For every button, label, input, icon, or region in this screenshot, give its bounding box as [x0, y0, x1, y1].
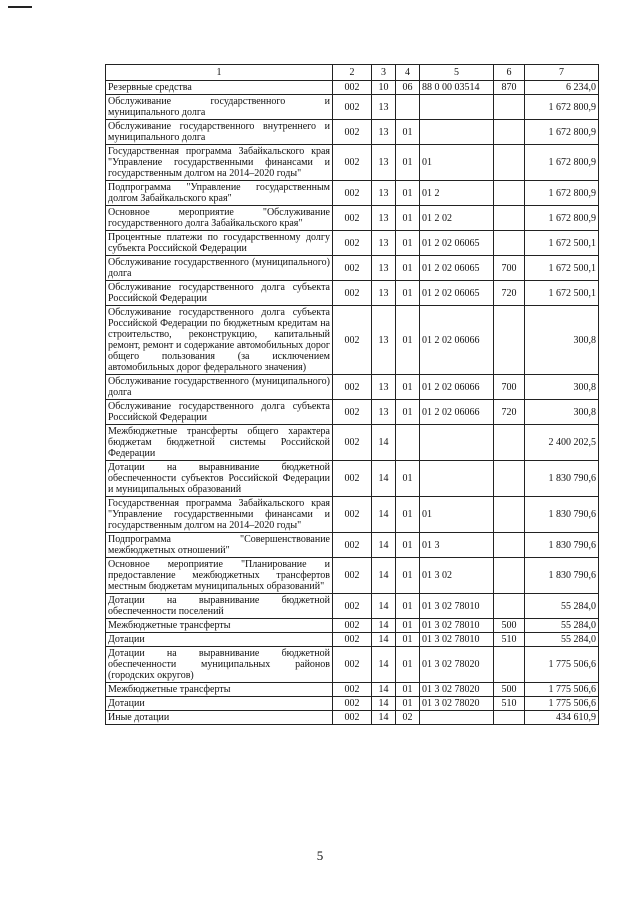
- target-article-cell: [420, 711, 494, 725]
- table-row: [106, 181, 599, 206]
- ministry-code-cell: 002: [333, 683, 372, 697]
- expense-type-cell: [494, 461, 525, 497]
- amount-cell: 1 672 500,1: [525, 231, 599, 256]
- row-name-cell: Процентные платежи по государственному долгу субъекта Российской Федерации: [106, 231, 333, 256]
- table-row: [106, 120, 599, 145]
- section-code-cell: 13: [372, 306, 396, 375]
- ministry-code-cell: 002: [333, 81, 372, 95]
- ministry-code-cell: 002: [333, 95, 372, 120]
- subsection-code-cell: 06: [396, 81, 420, 95]
- ministry-code-cell: 002: [333, 594, 372, 619]
- ministry-code-cell: 002: [333, 256, 372, 281]
- row-name-cell: Дотации: [106, 697, 333, 711]
- ministry-code-cell: 002: [333, 400, 372, 425]
- section-code-cell: 14: [372, 533, 396, 558]
- section-code-cell: 14: [372, 461, 396, 497]
- row-name-cell: Дотации: [106, 633, 333, 647]
- row-name-cell: Обслуживание государственного (муниципального) долга: [106, 256, 333, 281]
- ministry-code-cell: 002: [333, 375, 372, 400]
- subsection-code-cell: 01: [396, 697, 420, 711]
- table-row: [106, 683, 599, 697]
- row-name-cell: Дотации на выравнивание бюджетной обеспеченности поселений: [106, 594, 333, 619]
- header-cell: 2: [333, 65, 372, 81]
- subsection-code-cell: 01: [396, 120, 420, 145]
- section-code-cell: 14: [372, 558, 396, 594]
- amount-cell: 55 284,0: [525, 594, 599, 619]
- target-article-cell: 01 3: [420, 533, 494, 558]
- ministry-code-cell: 002: [333, 181, 372, 206]
- expense-type-cell: [494, 120, 525, 145]
- subsection-code-cell: 01: [396, 619, 420, 633]
- ministry-code-cell: 002: [333, 558, 372, 594]
- section-code-cell: 14: [372, 697, 396, 711]
- ministry-code-cell: 002: [333, 533, 372, 558]
- subsection-code-cell: [396, 425, 420, 461]
- table-row: [106, 231, 599, 256]
- section-code-cell: 14: [372, 633, 396, 647]
- amount-cell: 6 234,0: [525, 81, 599, 95]
- ministry-code-cell: 002: [333, 619, 372, 633]
- row-name-cell: Обслуживание государственного долга субъекта Российской Федерации: [106, 400, 333, 425]
- section-code-cell: 13: [372, 400, 396, 425]
- section-code-cell: 13: [372, 281, 396, 306]
- target-article-cell: [420, 425, 494, 461]
- amount-cell: 1 672 800,9: [525, 181, 599, 206]
- target-article-cell: 01: [420, 145, 494, 181]
- row-name-cell: Обслуживание государственного долга субъекта Российской Федерации: [106, 281, 333, 306]
- section-code-cell: 14: [372, 619, 396, 633]
- ministry-code-cell: 002: [333, 711, 372, 725]
- expense-type-cell: [494, 306, 525, 375]
- target-article-cell: 01 2 02: [420, 206, 494, 231]
- budget-table: [105, 64, 599, 725]
- expense-type-cell: 500: [494, 683, 525, 697]
- subsection-code-cell: 01: [396, 256, 420, 281]
- expense-type-cell: [494, 711, 525, 725]
- expense-type-cell: 870: [494, 81, 525, 95]
- subsection-code-cell: 02: [396, 711, 420, 725]
- subsection-code-cell: 01: [396, 683, 420, 697]
- expense-type-cell: [494, 425, 525, 461]
- table-row: [106, 461, 599, 497]
- ministry-code-cell: 002: [333, 281, 372, 306]
- subsection-code-cell: 01: [396, 400, 420, 425]
- amount-cell: 1 830 790,6: [525, 558, 599, 594]
- section-code-cell: 14: [372, 497, 396, 533]
- table-row: [106, 425, 599, 461]
- expense-type-cell: 720: [494, 281, 525, 306]
- section-code-cell: 13: [372, 120, 396, 145]
- target-article-cell: 01 2 02 06066: [420, 400, 494, 425]
- target-article-cell: 01 2 02 06065: [420, 231, 494, 256]
- row-name-cell: Дотации на выравнивание бюджетной обеспеченности муниципальных районов (городских округов): [106, 647, 333, 683]
- amount-cell: 55 284,0: [525, 633, 599, 647]
- amount-cell: 1 830 790,6: [525, 461, 599, 497]
- amount-cell: 300,8: [525, 375, 599, 400]
- row-name-cell: Подпрограмма "Управление государственным долгом Забайкальского края": [106, 181, 333, 206]
- subsection-code-cell: 01: [396, 461, 420, 497]
- target-article-cell: 01 3 02 78010: [420, 594, 494, 619]
- header-row: [106, 65, 599, 81]
- section-code-cell: 13: [372, 181, 396, 206]
- corner-mark: [8, 6, 32, 8]
- row-name-cell: Государственная программа Забайкальского края "Управление государственными финансами и государственным долгом на 2014–2020 годы": [106, 145, 333, 181]
- table-row: [106, 647, 599, 683]
- subsection-code-cell: 01: [396, 375, 420, 400]
- row-name-cell: Обслуживание государственного долга субъекта Российской Федерации по бюджетным кредитам на строительство, реконструкцию, капитальный ремонт, ремонт и содержание автомобильных дорог общего пользования (за исключением автомобильных дорог федерального значения): [106, 306, 333, 375]
- table-row: [106, 558, 599, 594]
- subsection-code-cell: 01: [396, 181, 420, 206]
- section-code-cell: 13: [372, 95, 396, 120]
- row-name-cell: Основное мероприятие "Обслуживание государственного долга Забайкальского края": [106, 206, 333, 231]
- table-row: [106, 633, 599, 647]
- target-article-cell: [420, 461, 494, 497]
- table-row: [106, 81, 599, 95]
- subsection-code-cell: 01: [396, 206, 420, 231]
- table-row: [106, 497, 599, 533]
- header-cell: 4: [396, 65, 420, 81]
- row-name-cell: Межбюджетные трансферты общего характера бюджетам бюджетной системы Российской Федерации: [106, 425, 333, 461]
- header-cell: 5: [420, 65, 494, 81]
- ministry-code-cell: 002: [333, 497, 372, 533]
- target-article-cell: 88 0 00 03514: [420, 81, 494, 95]
- subsection-code-cell: [396, 95, 420, 120]
- ministry-code-cell: 002: [333, 120, 372, 145]
- amount-cell: 55 284,0: [525, 619, 599, 633]
- section-code-cell: 13: [372, 375, 396, 400]
- row-name-cell: Обслуживание государственного внутреннего и муниципального долга: [106, 120, 333, 145]
- page-number: 5: [316, 848, 324, 863]
- table-row: [106, 619, 599, 633]
- amount-cell: 1 775 506,6: [525, 697, 599, 711]
- ministry-code-cell: 002: [333, 306, 372, 375]
- subsection-code-cell: 01: [396, 497, 420, 533]
- expense-type-cell: 510: [494, 697, 525, 711]
- ministry-code-cell: 002: [333, 145, 372, 181]
- subsection-code-cell: 01: [396, 633, 420, 647]
- section-code-cell: 10: [372, 81, 396, 95]
- row-name-cell: Иные дотации: [106, 711, 333, 725]
- table-row: [106, 306, 599, 375]
- section-code-cell: 13: [372, 231, 396, 256]
- target-article-cell: 01 3 02 78010: [420, 619, 494, 633]
- header-cell: 3: [372, 65, 396, 81]
- amount-cell: 1 672 500,1: [525, 281, 599, 306]
- subsection-code-cell: 01: [396, 558, 420, 594]
- amount-cell: 1 830 790,6: [525, 497, 599, 533]
- row-name-cell: Обслуживание государственного и муниципального долга: [106, 95, 333, 120]
- amount-cell: 1 672 500,1: [525, 256, 599, 281]
- table-row: [106, 400, 599, 425]
- subsection-code-cell: 01: [396, 281, 420, 306]
- section-code-cell: 14: [372, 647, 396, 683]
- target-article-cell: [420, 95, 494, 120]
- target-article-cell: 01 2 02 06065: [420, 256, 494, 281]
- expense-type-cell: [494, 497, 525, 533]
- expense-type-cell: [494, 145, 525, 181]
- expense-type-cell: 500: [494, 619, 525, 633]
- section-code-cell: 14: [372, 711, 396, 725]
- subsection-code-cell: 01: [396, 647, 420, 683]
- table-row: [106, 711, 599, 725]
- amount-cell: 1 775 506,6: [525, 647, 599, 683]
- target-article-cell: 01 3 02 78010: [420, 633, 494, 647]
- expense-type-cell: [494, 95, 525, 120]
- expense-type-cell: [494, 533, 525, 558]
- header-cell: 1: [106, 65, 333, 81]
- row-name-cell: Дотации на выравнивание бюджетной обеспеченности субъектов Российской Федерации и муниципальных образований: [106, 461, 333, 497]
- amount-cell: 300,8: [525, 400, 599, 425]
- ministry-code-cell: 002: [333, 697, 372, 711]
- table-row: [106, 206, 599, 231]
- section-code-cell: 14: [372, 594, 396, 619]
- expense-type-cell: 510: [494, 633, 525, 647]
- expense-type-cell: 700: [494, 256, 525, 281]
- amount-cell: 1 672 800,9: [525, 145, 599, 181]
- header-cell: 7: [525, 65, 599, 81]
- row-name-cell: Государственная программа Забайкальского края "Управление государственными финансами и государственным долгом на 2014–2020 годы": [106, 497, 333, 533]
- amount-cell: 2 400 202,5: [525, 425, 599, 461]
- amount-cell: 1 672 800,9: [525, 120, 599, 145]
- section-code-cell: 14: [372, 425, 396, 461]
- subsection-code-cell: 01: [396, 533, 420, 558]
- expense-type-cell: [494, 231, 525, 256]
- ministry-code-cell: 002: [333, 633, 372, 647]
- table-row: [106, 256, 599, 281]
- target-article-cell: 01 3 02: [420, 558, 494, 594]
- expense-type-cell: 720: [494, 400, 525, 425]
- row-name-cell: Подпрограмма "Совершенствование межбюджетных отношений": [106, 533, 333, 558]
- expense-type-cell: [494, 594, 525, 619]
- row-name-cell: Основное мероприятие "Планирование и предоставление межбюджетных трансфертов местным бюджетам муниципальных образований": [106, 558, 333, 594]
- target-article-cell: 01 3 02 78020: [420, 647, 494, 683]
- ministry-code-cell: 002: [333, 206, 372, 231]
- row-name-cell: Резервные средства: [106, 81, 333, 95]
- target-article-cell: 01 2: [420, 181, 494, 206]
- section-code-cell: 13: [372, 206, 396, 231]
- target-article-cell: 01 2 02 06066: [420, 375, 494, 400]
- header-cell: 6: [494, 65, 525, 81]
- subsection-code-cell: 01: [396, 306, 420, 375]
- amount-cell: 1 672 800,9: [525, 206, 599, 231]
- section-code-cell: 13: [372, 145, 396, 181]
- ministry-code-cell: 002: [333, 425, 372, 461]
- ministry-code-cell: 002: [333, 461, 372, 497]
- amount-cell: 1 830 790,6: [525, 533, 599, 558]
- target-article-cell: [420, 120, 494, 145]
- table-row: [106, 95, 599, 120]
- amount-cell: 1 672 800,9: [525, 95, 599, 120]
- ministry-code-cell: 002: [333, 647, 372, 683]
- table-row: [106, 375, 599, 400]
- amount-cell: 300,8: [525, 306, 599, 375]
- subsection-code-cell: 01: [396, 594, 420, 619]
- target-article-cell: 01 3 02 78020: [420, 683, 494, 697]
- expense-type-cell: [494, 206, 525, 231]
- row-name-cell: Межбюджетные трансферты: [106, 683, 333, 697]
- ministry-code-cell: 002: [333, 231, 372, 256]
- target-article-cell: 01 2 02 06066: [420, 306, 494, 375]
- row-name-cell: Межбюджетные трансферты: [106, 619, 333, 633]
- expense-type-cell: [494, 181, 525, 206]
- section-code-cell: 13: [372, 256, 396, 281]
- table-row: [106, 594, 599, 619]
- table-row: [106, 533, 599, 558]
- target-article-cell: 01 2 02 06065: [420, 281, 494, 306]
- row-name-cell: Обслуживание государственного (муниципального) долга: [106, 375, 333, 400]
- subsection-code-cell: 01: [396, 145, 420, 181]
- expense-type-cell: 700: [494, 375, 525, 400]
- table-row: [106, 697, 599, 711]
- amount-cell: 434 610,9: [525, 711, 599, 725]
- subsection-code-cell: 01: [396, 231, 420, 256]
- target-article-cell: 01 3 02 78020: [420, 697, 494, 711]
- table-row: [106, 145, 599, 181]
- target-article-cell: 01: [420, 497, 494, 533]
- amount-cell: 1 775 506,6: [525, 683, 599, 697]
- section-code-cell: 14: [372, 683, 396, 697]
- expense-type-cell: [494, 647, 525, 683]
- expense-type-cell: [494, 558, 525, 594]
- table-row: [106, 281, 599, 306]
